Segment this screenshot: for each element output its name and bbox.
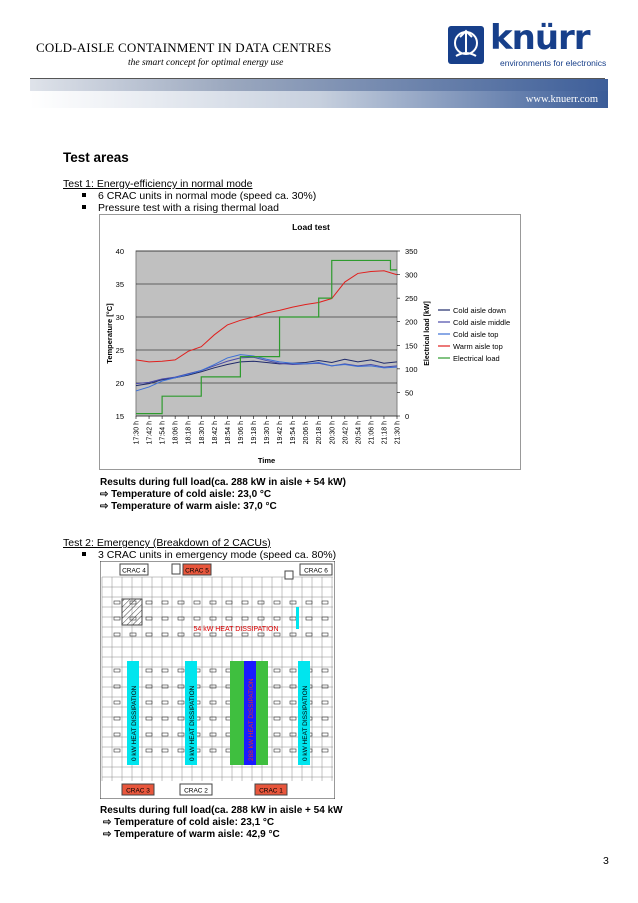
x-tick-label: 18:42 h (211, 421, 219, 445)
crac-marker (285, 571, 293, 579)
crac-3-label: CRAC 3 (126, 787, 150, 795)
test1-result-heading: Results during full load(ca. 288 kW in aisle + 54 kW) (100, 477, 346, 488)
bullet-square-icon (82, 552, 86, 556)
y2-tick-label: 250 (405, 294, 418, 304)
bullet-text: 3 CRAC units in emergency mode (speed ca. 80%) (98, 549, 337, 561)
cyan-marker (296, 607, 299, 629)
y2-tick-label: 100 (405, 364, 418, 374)
y-tick-label: 40 (115, 247, 124, 256)
y2-tick-label: 350 (405, 247, 418, 256)
header-band-top (30, 79, 608, 91)
page-number: 3 (603, 855, 609, 867)
crac-6-label: CRAC 6 (304, 567, 328, 575)
y2-tick-label: 150 (405, 341, 418, 351)
legend-entry: Cold aisle down (453, 306, 506, 315)
y-tick-label: 30 (115, 313, 124, 322)
crac-1-label: CRAC 1 (259, 787, 283, 795)
x-tick-label: 17:54 h (159, 421, 167, 445)
y2-tick-label: 300 (405, 270, 418, 280)
test2-bullet (82, 549, 336, 561)
knurr-logo-emblem (448, 26, 484, 64)
x-tick-label: 19:42 h (277, 421, 285, 445)
y-tick-label: 25 (115, 346, 124, 355)
test2-heading: Test 2: Emergency (Breakdown of 2 CACUs) (63, 537, 271, 549)
test2-result-cold: ⇨ Temperature of cold aisle: 23,1 °C (103, 817, 275, 828)
x-tick-label: 18:54 h (224, 421, 232, 445)
logo-tagline: environments for electronics (500, 58, 607, 68)
knurr-logo-text: knürr (490, 18, 590, 58)
test2-result-heading: Results during full load(ca. 288 kW in aisle + 54 kW (100, 805, 343, 816)
y-axis-label: Temperature [°C] (105, 303, 114, 364)
aisle-label-2: 0 kW HEAT DISSIPATION (189, 685, 196, 761)
y2-tick-label: 0 (405, 412, 410, 421)
x-tick-label: 20:42 h (342, 421, 350, 445)
load-test-chart (99, 214, 521, 470)
bullet-square-icon (82, 205, 86, 209)
website-url[interactable]: www.knuerr.com (525, 94, 598, 105)
x-tick-label: 20:06 h (303, 421, 311, 445)
test2-result-warm: ⇨ Temperature of warm aisle: 42,9 °C (103, 829, 280, 840)
aisle-strip-green-left (230, 661, 244, 765)
x-tick-label: 18:30 h (198, 421, 206, 445)
header-band-bottom (30, 91, 608, 108)
aisle-label-4: 0 kW HEAT DISSIPATION (302, 685, 309, 761)
legend-entry: Warm aisle top (453, 342, 503, 351)
x-tick-label: 18:18 h (185, 421, 193, 445)
crac-marker (172, 564, 180, 574)
legend-entry: Electrical load (453, 354, 500, 363)
crac-5-label: CRAC 5 (185, 567, 209, 575)
y-tick-label: 20 (115, 379, 124, 388)
test1-bullet (82, 202, 279, 214)
test1-bullet (82, 190, 316, 202)
x-tick-label: 19:06 h (237, 421, 245, 445)
chart-title: Load test (292, 222, 330, 232)
section-title: Test areas (63, 150, 129, 165)
crac-4-label: CRAC 4 (122, 567, 146, 575)
bullet-text: Pressure test with a rising thermal load (98, 202, 279, 214)
test1-heading: Test 1: Energy-efficiency in normal mode (63, 178, 253, 190)
bullet-text: 6 CRAC units in normal mode (speed ca. 30%) (98, 190, 317, 202)
x-tick-label: 17:30 h (133, 421, 141, 445)
aisle-label-1: 0 kW HEAT DISSIPATION (131, 685, 138, 761)
bullet-square-icon (82, 193, 86, 197)
y-tick-label: 15 (115, 412, 124, 421)
x-tick-label: 19:30 h (264, 421, 271, 445)
aisle-strip-green-right (256, 661, 268, 765)
top-heat-dissipation-label: 54 kW HEAT DISSIPATION (193, 626, 279, 633)
logo-emblem-icon (448, 26, 484, 64)
x-tick-label: 21:30 h (394, 421, 402, 445)
x-axis-label: Time (257, 456, 276, 465)
plot-area (136, 251, 397, 416)
crac-2-label: CRAC 2 (184, 787, 208, 795)
x-tick-label: 20:30 h (329, 421, 337, 445)
x-tick-label: 20:18 h (316, 421, 324, 445)
data-centre-floor-plan (100, 561, 335, 799)
x-tick-label: 21:18 h (381, 421, 389, 445)
legend-entry: Cold aisle top (453, 330, 499, 339)
y2-tick-label: 200 (405, 317, 418, 327)
y2-axis-label: Electrical load [kW] (424, 301, 431, 366)
test1-result-warm: ⇨ Temperature of warm aisle: 37,0 °C (100, 501, 277, 512)
legend-entry: Cold aisle middle (453, 318, 511, 327)
document-title: COLD-AISLE CONTAINMENT IN DATA CENTRES (36, 40, 332, 55)
y2-tick-label: 50 (405, 388, 414, 398)
document-subtitle: the smart concept for optimal energy use (128, 58, 284, 68)
x-tick-label: 19:54 h (290, 421, 298, 445)
aisle-label-3: 288 kW HEAT DISSIPATION (248, 678, 255, 761)
y-tick-label: 35 (115, 280, 124, 289)
hatched-area (122, 599, 142, 625)
test1-result-cold: ⇨ Temperature of cold aisle: 23,0 °C (100, 489, 272, 500)
x-tick-label: 20:54 h (355, 421, 363, 445)
x-tick-label: 17:42 h (146, 421, 154, 445)
x-tick-label: 18:06 h (172, 421, 180, 445)
x-tick-label: 21:06 h (368, 421, 376, 445)
x-tick-label: 19:18 h (250, 421, 258, 445)
